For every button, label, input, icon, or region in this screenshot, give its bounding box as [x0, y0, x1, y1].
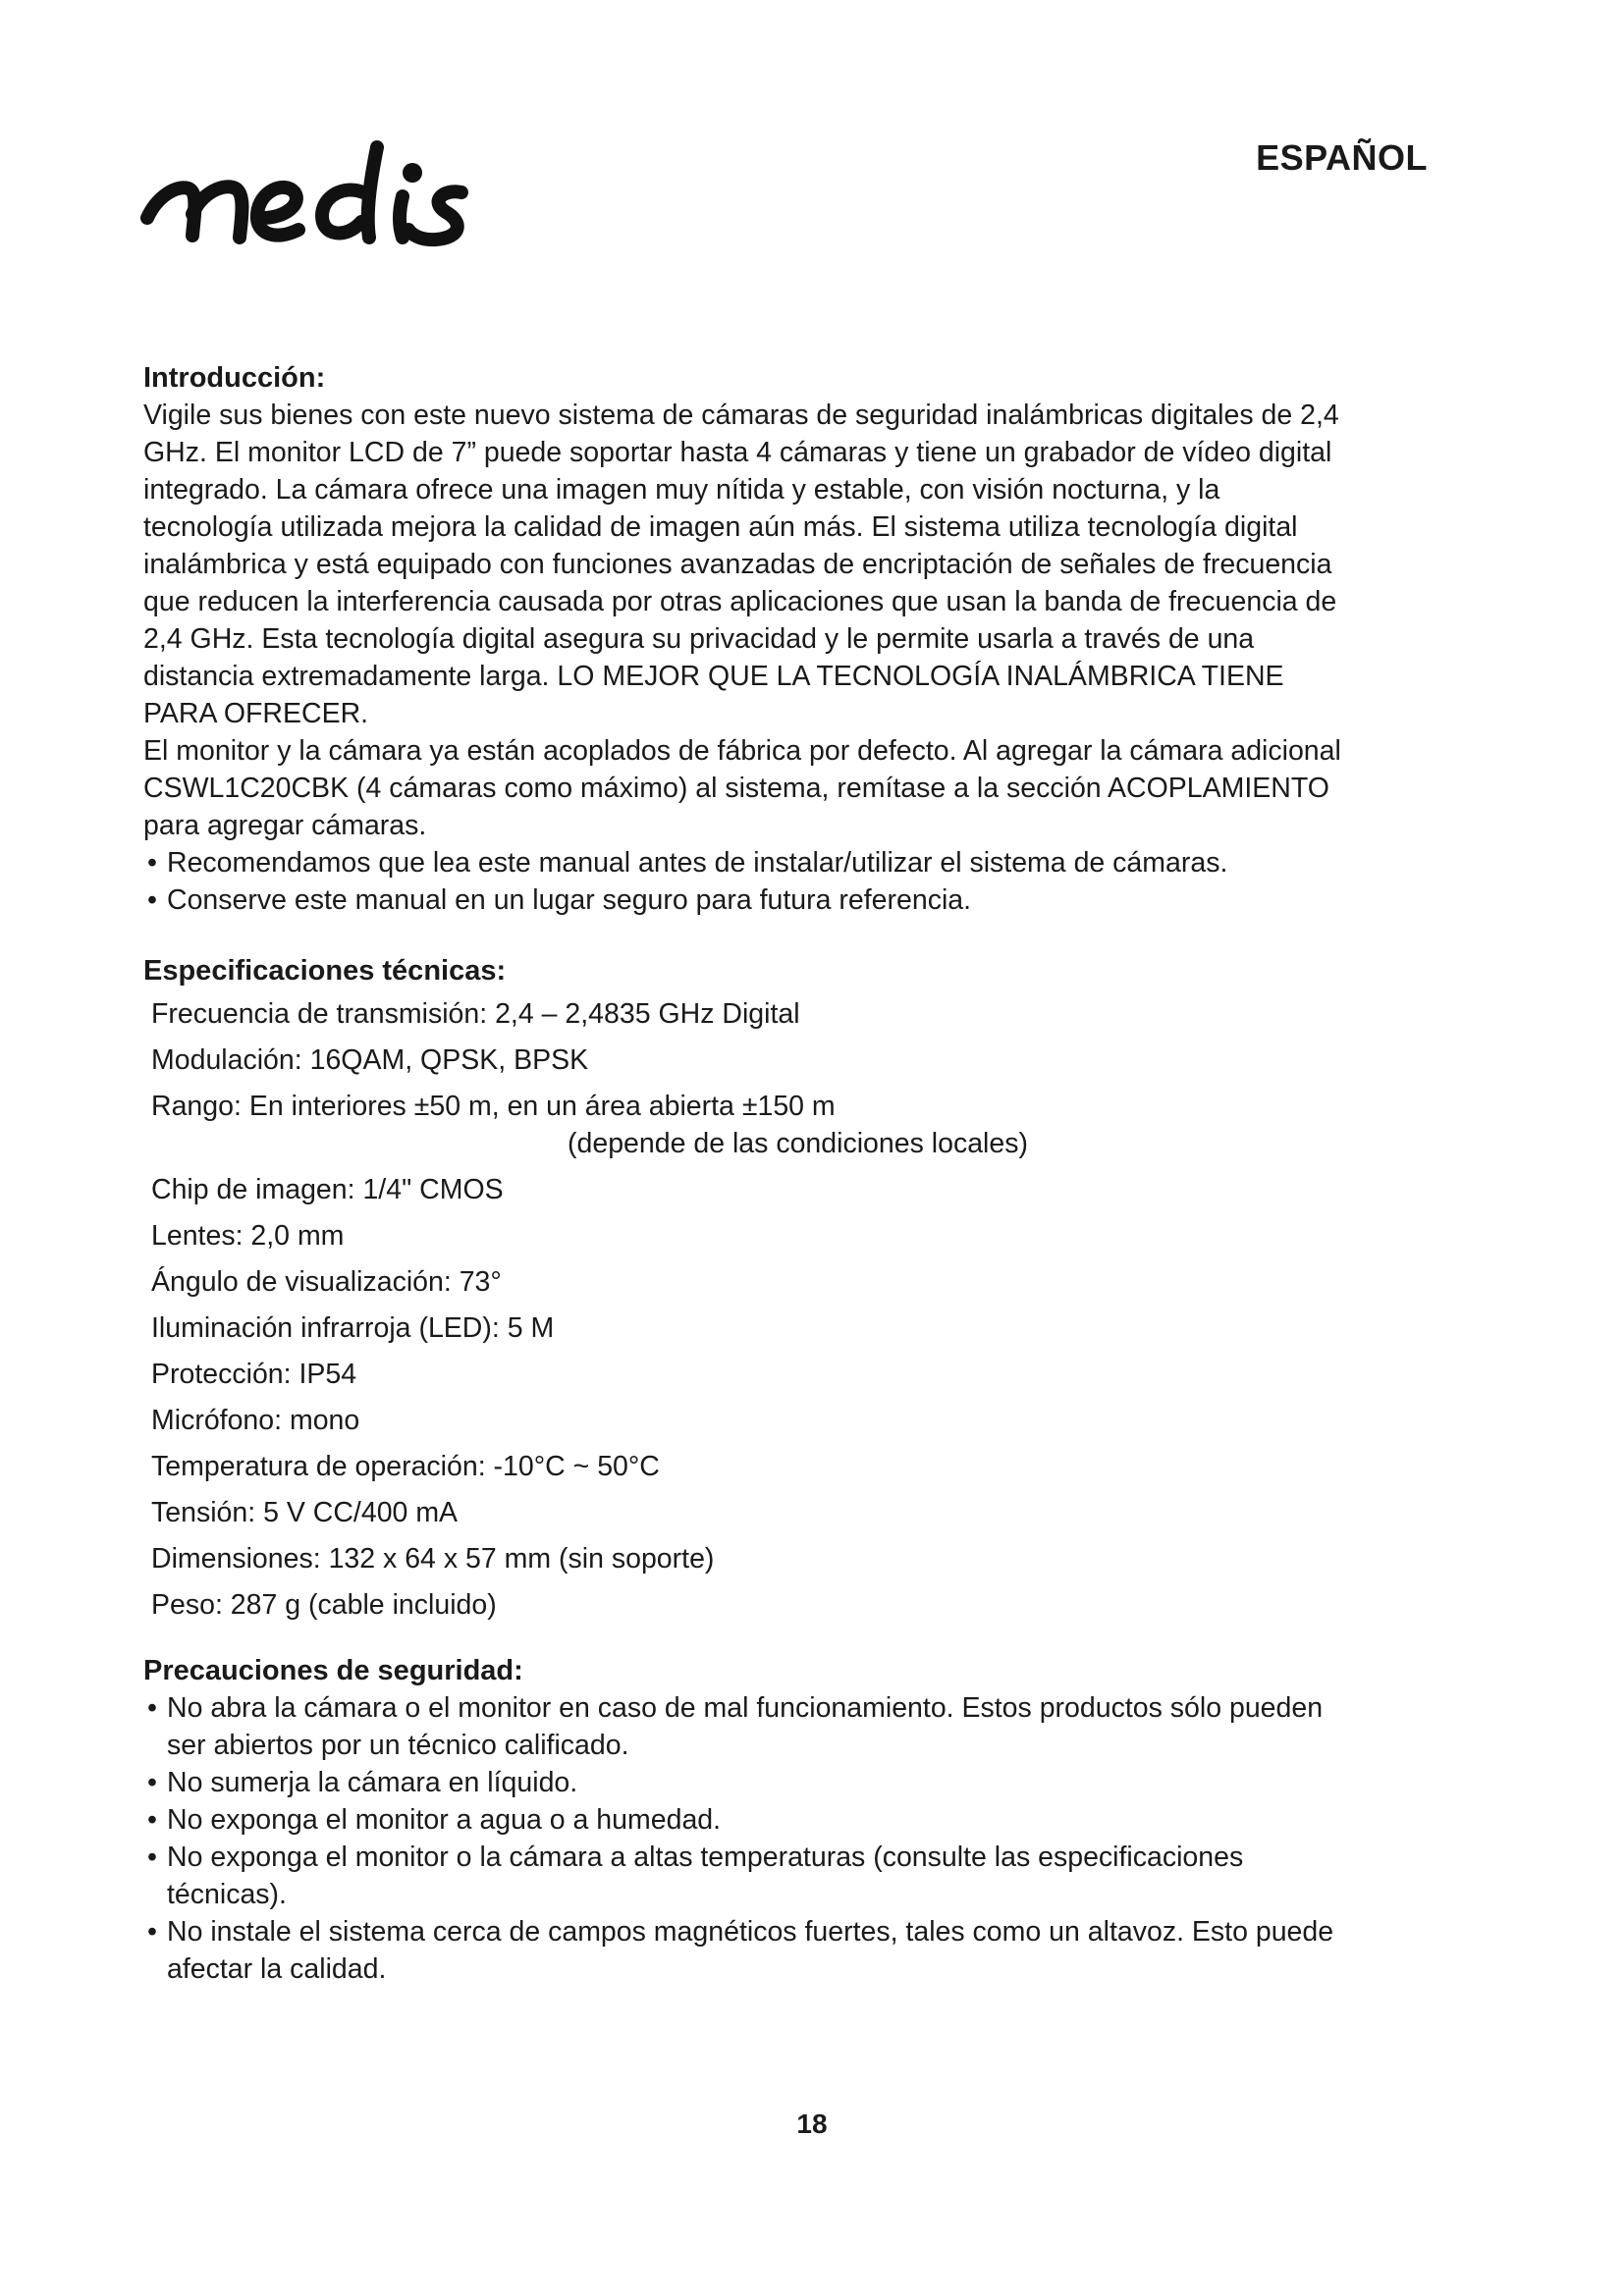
- list-item: • No exponga el monitor a agua o a humedad.: [143, 1801, 1341, 1839]
- intro-paragraph-1: Vigile sus bienes con este nuevo sistema de cámaras de seguridad inalámbricas digitales de 2,4 GHz. El monitor LCD de 7” puede soportar hasta 4 cámaras y tiene un grabador de vídeo digital integrado. La cámara ofrece una imagen muy nítida y estable, con visión nocturna, y la tecnología utilizada mejora la calidad de imagen aún más. El sistema utiliza tecnología digital inalámbrica y está equipado con funciones avanzadas de encriptación de señales de frecuencia que reducen la interferencia causada por otras aplicaciones que usan la banda de frecuencia de 2,4 GHz. Esta tecnología digital asegura su privacidad y le permite usarla a través de una distancia extremadamente larga. LO MEJOR QUE LA TECNOLOGÍA INALÁMBRICA TIENE PARA OFRECER.: [143, 400, 1339, 729]
- safety-heading: Precauciones de seguridad:: [143, 1655, 523, 1686]
- intro-heading: Introducción:: [143, 362, 326, 394]
- spec-item-lens: Lentes: 2,0 mm: [151, 1220, 345, 1252]
- specs-list: [143, 995, 1341, 1624]
- bullet-icon: •: [147, 1916, 157, 1948]
- logo-i-dot: [403, 163, 422, 183]
- list-item: • No abra la cámara o el monitor en caso de mal funcionamiento. Estos productos sólo pueden ser abiertos por un técnico calificado.: [143, 1689, 1341, 1764]
- intro-section: [143, 359, 1341, 919]
- spec-item-ir-illumination: Iluminación infrarroja (LED): 5 M: [151, 1312, 555, 1344]
- spec-item-voltage: Tensión: 5 V CC/400 mA: [151, 1497, 459, 1528]
- spec-item-weight: Peso: 287 g (cable incluido): [151, 1589, 497, 1621]
- specs-section: [143, 952, 1341, 1624]
- list-item: • Recomendamos que lea este manual antes de instalar/utilizar el sistema de cámaras.: [143, 844, 1341, 881]
- spec-item-modulation: Modulación: 16QAM, QPSK, BPSK: [151, 1044, 589, 1076]
- list-item: • No sumerja la cámara en líquido.: [143, 1764, 1341, 1801]
- specs-heading: Especificaciones técnicas:: [143, 955, 507, 987]
- spec-item-viewing-angle: Ángulo de visualización: 73°: [151, 1266, 502, 1298]
- list-item: • No instale el sistema cerca de campos magnéticos fuertes, tales como un altavoz. Esto puede afectar la calidad.: [143, 1913, 1341, 1988]
- page-number: 18: [796, 2109, 828, 2139]
- bullet-icon: •: [147, 1804, 157, 1836]
- spec-item-dimensions: Dimensiones: 132 x 64 x 57 mm (sin soporte): [151, 1543, 715, 1575]
- spec-item-protection: Protección: IP54: [151, 1359, 357, 1390]
- spec-item-operating-temperature: Temperatura de operación: -10°C ~ 50°C: [151, 1451, 660, 1482]
- intro-bullet-list: [143, 844, 1341, 919]
- document-body: [143, 359, 1341, 1988]
- safety-bullet-list: [143, 1689, 1341, 1988]
- bullet-icon: •: [147, 884, 157, 916]
- list-item: • Conserve este manual en un lugar seguro para futura referencia.: [143, 881, 1341, 919]
- intro-paragraph-2: El monitor y la cámara ya están acoplados de fábrica por defecto. Al agregar la cámara adicional CSWL1C20CBK (4 cámaras como máximo) al sistema, remítase a la sección ACOPLAMIENTO para agregar cámaras.: [143, 735, 1341, 841]
- spec-item-frequency: Frecuencia de transmisión: 2,4 – 2,4835 GHz Digital: [151, 998, 800, 1030]
- bullet-icon: •: [147, 847, 157, 879]
- bullet-icon: •: [147, 1767, 157, 1798]
- spec-item-microphone: Micrófono: mono: [151, 1405, 360, 1436]
- nedis-logo: [137, 128, 628, 265]
- list-item: • No exponga el monitor o la cámara a altas temperaturas (consulte las especificaciones técnicas).: [143, 1839, 1341, 1913]
- bullet-icon: •: [147, 1842, 157, 1873]
- spec-item-image-chip: Chip de imagen: 1/4" CMOS: [151, 1174, 504, 1205]
- language-label: ESPAÑOL: [1256, 137, 1428, 178]
- spec-range-note: (depende de las condiciones locales): [568, 1128, 1028, 1159]
- safety-section: [143, 1652, 1341, 1988]
- bullet-icon: •: [147, 1692, 157, 1724]
- spec-item-range: Rango: En interiores ±50 m, en un área abierta ±150 m (depende de las condiciones locales): [143, 1088, 1341, 1162]
